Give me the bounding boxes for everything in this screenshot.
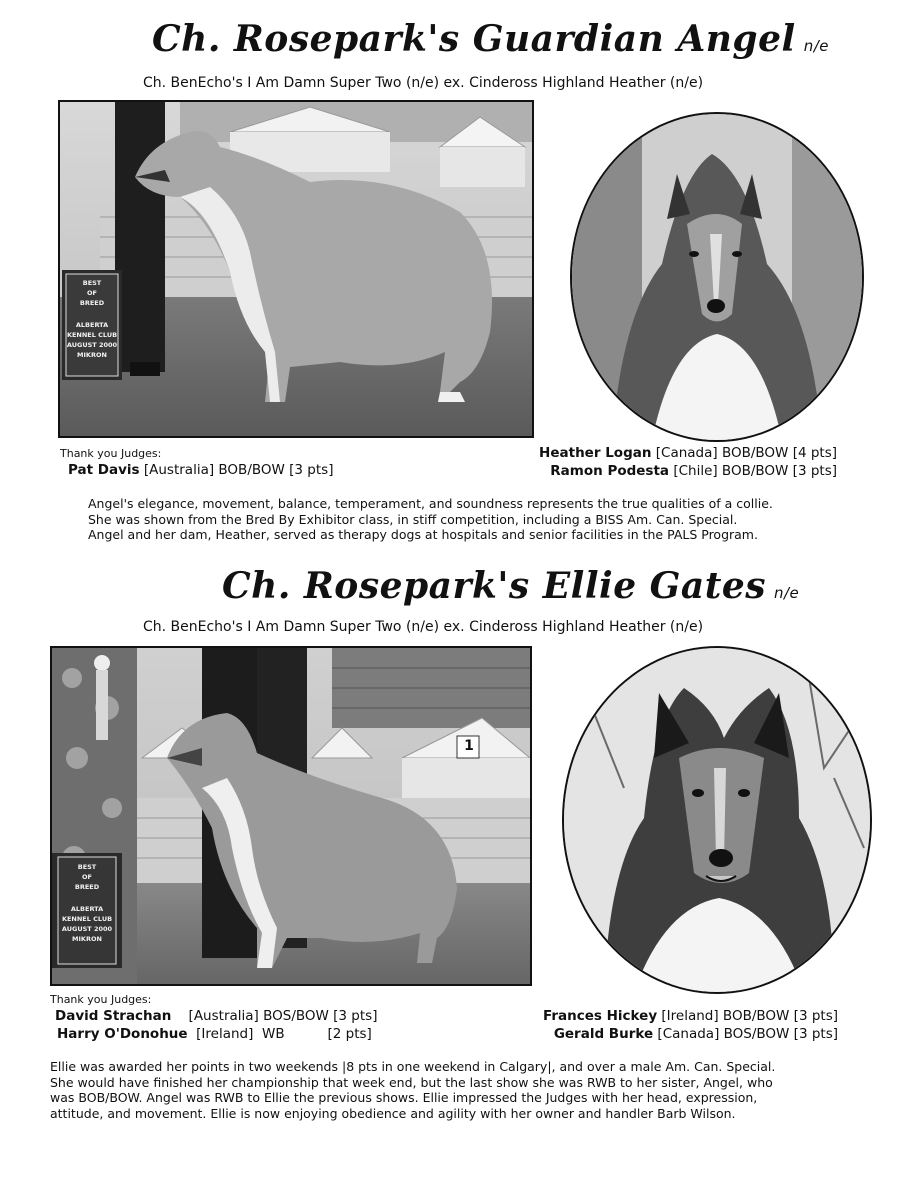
dog1-head-portrait-image — [572, 114, 862, 440]
dog2-head-portrait-image — [564, 648, 870, 992]
judge-name: Harry O'Donohue — [57, 1026, 188, 1042]
sign-line: ALBERTA — [70, 905, 104, 913]
sign-line: BEST — [82, 279, 102, 287]
dog2-head-portrait — [562, 646, 872, 994]
dog1-show-photo-image — [60, 102, 532, 436]
judge-name: Frances Hickey — [542, 1008, 658, 1024]
dog1-judge-left — [68, 462, 333, 478]
paragraph-line: was BOB/BOW. Angel was RWB to Ellie the previous shows. Ellie impressed the Judges with her head, expression, — [50, 1090, 758, 1105]
sign-line: BEST — [77, 863, 97, 871]
dog2-judge-left — [57, 1026, 372, 1042]
sign-line: BREED — [79, 299, 105, 307]
paragraph-line: She was shown from the Bred By Exhibitor class, in stiff competition, including a BISS Am. Can. Special. — [88, 511, 738, 527]
judge-detail: [Ireland] BOB/BOW [3 pts] — [657, 1008, 838, 1024]
sign-line: ALBERTA — [75, 321, 109, 329]
judge-name: Pat Davis — [68, 462, 140, 478]
judge-name: Gerald Burke — [553, 1026, 654, 1042]
dog1-title — [152, 18, 829, 60]
dog2-judge-right — [554, 1026, 838, 1042]
judge-detail: [Ireland] WB [2 pts] — [187, 1026, 372, 1042]
sign-line: KENNEL CLUB — [61, 915, 113, 923]
sign-line: OF — [82, 873, 92, 881]
paragraph-line: She would have finished her championship that week end, but the last show she was RWB to her sister, Angel, who — [50, 1074, 773, 1090]
dog1-judge-right — [539, 445, 837, 461]
dog2-description — [50, 1059, 870, 1121]
dog2-ne: n/e — [774, 584, 800, 602]
judge-name: Ramon Podesta — [550, 463, 670, 479]
dog2-show-photo-image — [52, 648, 530, 984]
paragraph-line: Angel and her dam, Heather, served as therapy dogs at hospitals and senior facilities in the PALS Program. — [88, 527, 758, 542]
judge-detail: [Canada] BOS/BOW [3 pts] — [653, 1026, 838, 1042]
dog2-pedigree: Ch. BenEcho's I Am Damn Super Two (n/e) ex. Cindeross Highland Heather (n/e) — [143, 619, 704, 635]
dog1-show-photo — [58, 100, 534, 438]
dog2-thanks-label: Thank you Judges: — [50, 993, 152, 1006]
dog1-award-sign — [66, 278, 118, 378]
sign-line: BREED — [74, 883, 100, 891]
judge-name: David Strachan — [55, 1008, 172, 1024]
judge-detail: [Australia] BOS/BOW [3 pts] — [171, 1008, 378, 1024]
sign-line: OF — [87, 289, 97, 297]
dog2-award-sign — [58, 862, 116, 962]
judge-detail: [Australia] BOB/BOW [3 pts] — [139, 462, 334, 478]
sign-line: AUGUST 2000 — [61, 925, 113, 933]
paragraph-line: attitude, and movement. Ellie is now enjoying obedience and agility with her owner and handler Barb Wilson. — [50, 1105, 736, 1121]
dog1-judge-right — [550, 463, 837, 479]
dog1-description — [88, 496, 848, 543]
paragraph-line: Ellie was awarded her points in two weekends |8 pts in one weekend in Calgary|, and over a male Am. Can. Special. — [50, 1059, 776, 1074]
dog2-title — [222, 565, 799, 607]
sign-line: MIKRON — [77, 351, 107, 359]
sign-line: MIKRON — [72, 935, 102, 943]
dog1-head-portrait — [570, 112, 864, 442]
sign-line: KENNEL CLUB — [66, 331, 118, 339]
sign-line: AUGUST 2000 — [66, 341, 118, 349]
dog2-judge-left — [55, 1008, 377, 1024]
dog1-pedigree: Ch. BenEcho's I Am Damn Super Two (n/e) ex. Cindeross Highland Heather (n/e) — [143, 75, 704, 91]
dog2-judge-right — [543, 1008, 838, 1024]
dog1-name: Ch. Rosepark's Guardian Angel — [152, 18, 796, 60]
judge-name: Heather Logan — [539, 445, 652, 461]
dog1-thanks-label: Thank you Judges: — [60, 447, 162, 460]
paragraph-line: Angel's elegance, movement, balance, temperament, and soundness represents the true qualities of a collie. — [88, 496, 773, 511]
dog2-name: Ch. Rosepark's Ellie Gates — [222, 565, 766, 607]
dog1-ne: n/e — [803, 37, 829, 55]
ring-number-sign: 1 — [464, 738, 474, 754]
judge-detail: [Chile] BOB/BOW [3 pts] — [669, 463, 837, 479]
judge-detail: [Canada] BOB/BOW [4 pts] — [651, 445, 837, 461]
dog2-show-photo — [50, 646, 532, 986]
